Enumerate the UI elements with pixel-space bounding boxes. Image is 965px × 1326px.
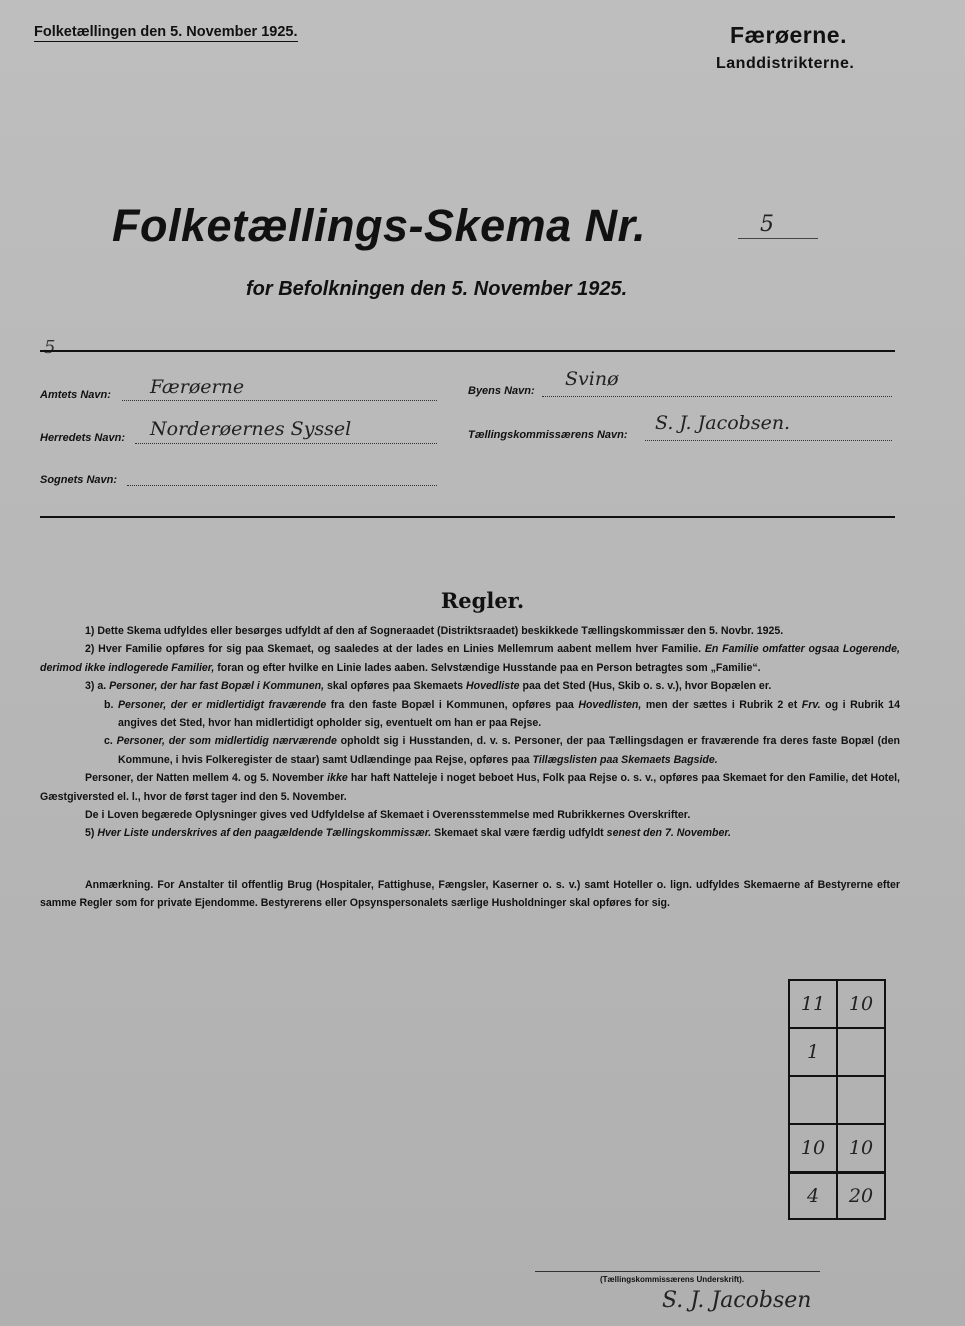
- tally-row: [789, 980, 885, 1028]
- tally-row: [789, 1076, 885, 1124]
- region-name: Færøerne.: [730, 22, 847, 48]
- tally-row: [789, 1124, 885, 1173]
- rule-2b: En Familie omfatter ogsaa Logerende, derimod ikke indlogerede Familier,: [40, 643, 900, 674]
- rule-3c-num: c.: [104, 735, 113, 748]
- tally-cell: 11: [789, 980, 837, 1028]
- rule-3b-text: fra den faste Bopæl i Kommunen, opføres paa: [330, 698, 574, 711]
- rule-5-em: Hver Liste underskrives af den paagældende Tællingskommissær.: [97, 827, 432, 840]
- bottom-divider: [40, 516, 895, 518]
- signature-line: [535, 1271, 820, 1272]
- rule-3b-em3: Frv.: [801, 698, 821, 711]
- herred-label: Herredets Navn:: [40, 432, 125, 444]
- sogn-label: Sognets Navn:: [40, 474, 118, 486]
- rules-body: [40, 622, 900, 843]
- tally-cell: 10: [837, 1124, 885, 1173]
- rule-3a-text: skal opføres paa Skemaets: [326, 680, 464, 693]
- by-value: Svinø: [565, 368, 619, 390]
- tally-row: [789, 1028, 885, 1076]
- kommissaer-line: [645, 440, 892, 441]
- rule-2c: foran og efter hvilke en Linie lades aaben. Selvstændige Husstande paa en Person betragtes som „Familie“.: [217, 661, 761, 674]
- note-label: Anmærkning.: [85, 879, 154, 891]
- rule-3a-num: 3) a.: [85, 680, 107, 693]
- rule-3c-em: Personer, der som midlertidig nærværende: [116, 735, 337, 748]
- form-number-line: [738, 238, 818, 239]
- rule-3d-text2: har haft Natteleje i noget beboet Hus, Folk paa Rejse o. s. v., opføres paa Skemaet for den Familie, det Hotel, Gæstgiversted el. l., hvor de først tager ind den 5. November.: [40, 772, 900, 803]
- rule-3a: [40, 677, 900, 695]
- tally-total-row: [789, 1173, 885, 1220]
- rule-1: 1) Dette Skema udfyldes eller besørges udfyldt af den af Sogneraadet (Distriktsraadet) beskikkede Tællingskommissær den 5. Novbr. 1925.: [85, 625, 784, 637]
- rule-3a-text2: paa det Sted (Hus, Skib o. s. v.), hvor Bopælen er.: [522, 680, 772, 693]
- rule-3d-text: Personer, der Natten mellem 4. og 5. November: [85, 772, 324, 785]
- rule-3d: [40, 769, 900, 806]
- form-number: 5: [760, 212, 774, 237]
- rules-title: Regler.: [440, 588, 525, 613]
- form-title: Folketællings-Skema Nr.: [112, 200, 647, 251]
- signature-caption: (Tællingskommissærens Underskrift).: [600, 1275, 745, 1284]
- margin-number: 5: [44, 337, 56, 358]
- rule-3d-em: ikke: [327, 772, 348, 785]
- by-line: [542, 396, 892, 397]
- kommissaer-value: S. J. Jacobsen.: [655, 412, 791, 434]
- tally-table: [788, 979, 886, 1220]
- tally-cell: [837, 1028, 885, 1076]
- census-header-line: Folketællingen den 5. November 1925.: [34, 24, 298, 40]
- rule-5-em2: senest den 7. November.: [606, 827, 731, 840]
- note-paragraph: [40, 876, 900, 913]
- tally-cell: 1: [789, 1028, 837, 1076]
- herred-line: [135, 443, 437, 444]
- rule-3a-em: Personer, der har fast Bopæl i Kommunen,: [109, 680, 325, 693]
- rule-2a: 2) Hver Familie opføres for sig paa Skemaet, og saaledes at der lades en Linies Mellemrum aabent mellem hver Familie.: [85, 643, 702, 656]
- rule-3b-text2: men der sættes i Rubrik 2 et: [645, 698, 798, 711]
- rule-2: [40, 640, 900, 677]
- amt-value: Færøerne: [150, 376, 245, 398]
- form-subtitle: for Befolkningen den 5. November 1925.: [246, 278, 628, 300]
- kommissaer-label: Tællingskommissærens Navn:: [468, 429, 628, 441]
- district-type: Landdistrikterne.: [716, 55, 855, 72]
- signature-value: S. J. Jacobsen: [662, 1288, 812, 1313]
- tally-cell: 4: [789, 1173, 837, 1220]
- rule-3c-text: opholdt sig i Husstanden, d. v. s. Personer, der paa Tællingsdagen er fraværende fra deres faste Bopæl (den Kommune, i hvis Folkeregister de staar) samt Udlændinge paa Rejse, opføres paa: [118, 735, 900, 766]
- rule-3b: [40, 696, 900, 733]
- top-divider: [40, 350, 895, 352]
- rule-3c: [40, 732, 900, 769]
- rule-3b-text3: og i Rubrik 14 angives det Sted, hvor han midlertidigt opholder sig, eventuelt om han er paa Rejse.: [118, 698, 900, 730]
- rule-3b-em: Personer, der er midlertidigt fraværende: [117, 698, 327, 711]
- rule-5: [40, 824, 900, 842]
- rule-5-text: Skemaet skal være færdig udfyldt: [434, 827, 604, 840]
- rule-3a-em2: Hovedliste: [465, 680, 520, 693]
- sogn-line: [127, 485, 437, 486]
- by-label: Byens Navn:: [468, 385, 535, 397]
- amt-line: [122, 400, 437, 401]
- amt-label: Amtets Navn:: [40, 389, 111, 401]
- herred-value: Norderøernes Syssel: [150, 418, 352, 440]
- note-text: For Anstalter til offentlig Brug (Hospitaler, Fattighuse, Fængsler, Kaserner o. s. v.) samt Hoteller o. lign. udfyldes Skemaerne af Bestyrerne efter samme Regler som for private Ejendomme. Bestyrerens eller Opsynspersonalets særlige Husholdninger skal opføres for sig.: [40, 879, 901, 910]
- rule-3b-num: b.: [104, 698, 114, 711]
- tally-cell: 10: [837, 980, 885, 1028]
- tally-cell: 20: [837, 1173, 885, 1220]
- rule-4: De i Loven begærede Oplysninger gives ved Udfyldelse af Skemaet i Overensstemmelse med Rubrikkernes Overskrifter.: [85, 809, 691, 822]
- rule-3c-em2: Tillægslisten paa Skemaets Bagside.: [532, 753, 718, 766]
- tally-cell: 10: [789, 1124, 837, 1173]
- rule-3b-em2: Hovedlisten,: [578, 698, 642, 711]
- tally-cell: [837, 1076, 885, 1124]
- rule-5-num: 5): [85, 827, 95, 840]
- tally-cell: [789, 1076, 837, 1124]
